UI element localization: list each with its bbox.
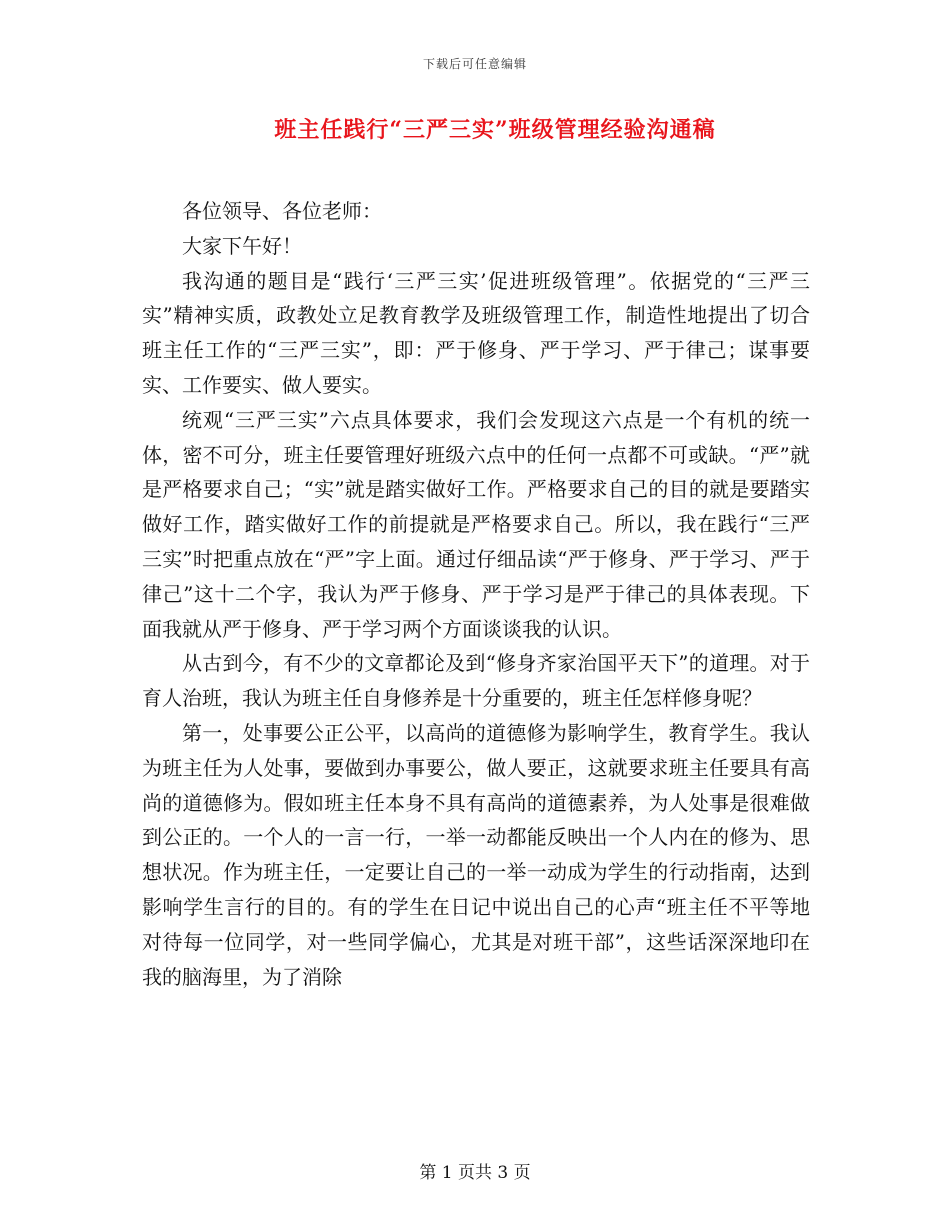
- document-title: 班主任践行“三严三实”班级管理经验沟通稿: [274, 117, 716, 143]
- paragraph-fairness: 第一，处事要公正公平，以高尚的道德修为影响学生，教育学生。我认为班主任为人处事，要做到办事要公，做人要正，这就要求班主任要具有高尚的道德修为。假如班主任本身不具有高尚的道德素养，为人处事是很难做到公正的。一个人的一言一行，一举一动都能反映出一个人内在的修为、思想状况。作为班主任，一定要让自己的一举一动成为学生的行动指南，达到影响学生言行的目的。有的学生在日记中说出自己的心声“班主任不平等地对待每一位同学，对一些同学偏心，尤其是对班干部”，这些话深深地印在我的脑海里，为了消除: [142, 720, 810, 989]
- document-body: [142, 194, 810, 994]
- page-number: 第 1 页共 3 页: [419, 1163, 531, 1183]
- paragraph-topic: 我沟通的题目是“践行‘三严三实’促进班级管理”。依据党的“三严三实”精神实质，政教处立足教育教学及班级管理工作，制造性地提出了切合班主任工作的“三严三实”，即：严于修身、严于学习、严于律己；谋事要实、工作要实、做人要实。: [142, 268, 810, 397]
- paragraph-salutation: 各位领导、各位老师：: [182, 199, 382, 223]
- header-note: 下载后可任意编辑: [422, 57, 527, 71]
- paragraph-overview: 统观“三严三实”六点具体要求，我们会发现这六点是一个有机的统一体，密不可分，班主任要管理好班级六点中的任何一点都不可或缺。“严”就是严格要求自己；“实”就是踏实做好工作。严格要求自己的目的就是要踏实做好工作，踏实做好工作的前提就是严格要求自己。所以，我在践行“三严三实”时把重点放在“严”字上面。通过仔细品读“严于修身、严于学习、严于律己”这十二个字，我认为严于修身、严于学习是严于律己的具体表现。下面我就从严于修身、严于学习两个方面谈谈我的认识。: [142, 407, 810, 641]
- paragraph-self-cultivation: 从古到今，有不少的文章都论及到“修身齐家治国平天下”的道理。对于育人治班，我认为班主任自身修养是十分重要的，班主任怎样修身呢？: [142, 651, 810, 711]
- paragraph-greeting: 大家下午好！: [182, 233, 302, 258]
